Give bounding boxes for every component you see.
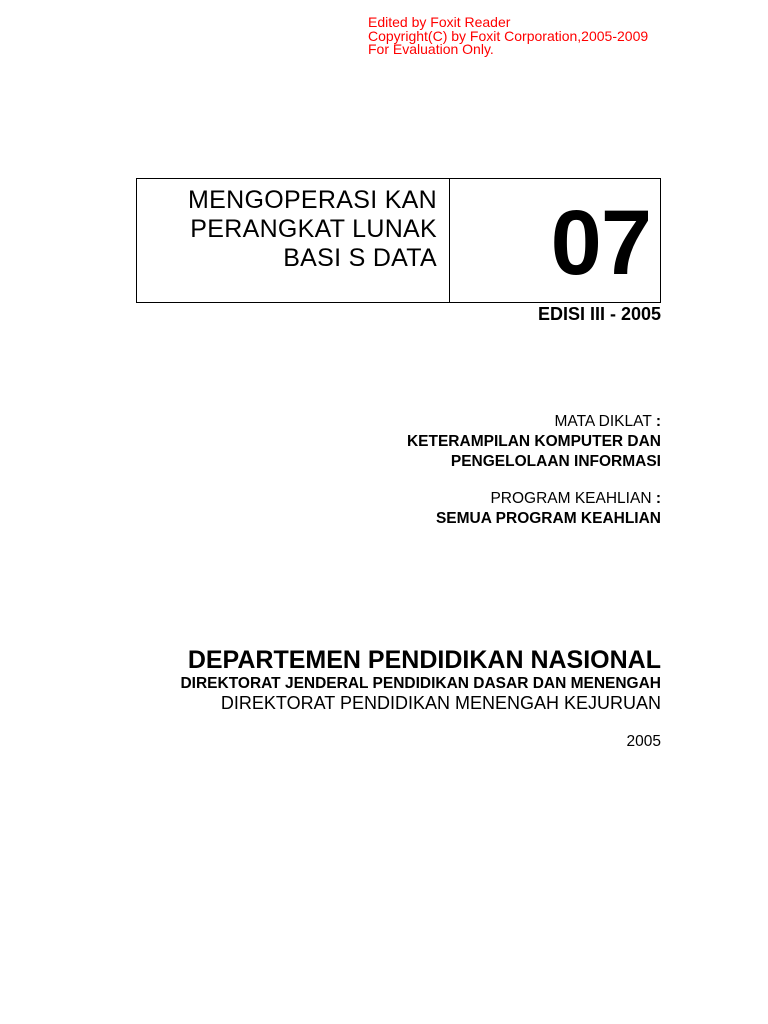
evaluation-watermark [368, 16, 648, 57]
mata-diklat-value-line-1: KETERAMPILAN KOMPUTER DAN [406, 433, 661, 450]
mata-diklat-colon: : [655, 413, 661, 430]
watermark-line-2: Copyright(C) by Foxit Corporation,2005-2009 [368, 27, 649, 44]
mata-diklat-block [407, 412, 661, 472]
program-keahlian-label: PROGRAM KEAHLIAN [490, 490, 652, 507]
publication-year: 2005 [626, 733, 661, 750]
directorate-general: DIREKTORAT JENDERAL PENDIDIKAN DASAR DAN MENENGAH [180, 675, 661, 692]
module-title [137, 179, 450, 302]
module-number: 07 [550, 192, 651, 294]
watermark-line-1: Edited by Foxit Reader [368, 14, 511, 30]
mata-diklat-label: MATA DIKLAT [554, 413, 652, 430]
program-keahlian-heading [436, 489, 661, 509]
directorate: DIREKTORAT PENDIDIKAN MENENGAH KEJURUAN [220, 693, 661, 713]
department-block [180, 645, 661, 714]
module-title-line-3: BASI S DATA [283, 244, 437, 272]
module-title-line-2: PERANGKAT LUNAK [190, 215, 437, 243]
department-name: DEPARTEMEN PENDIDIKAN NASIONAL [187, 646, 661, 674]
program-keahlian-colon: : [655, 490, 661, 507]
program-keahlian-value: SEMUA PROGRAM KEAHLIAN [435, 510, 661, 527]
mata-diklat-heading [407, 412, 661, 432]
program-keahlian-block [436, 489, 661, 529]
module-title-line-1: MENGOPERASI KAN [188, 186, 437, 214]
watermark-line-3: For Evaluation Only. [368, 41, 494, 57]
title-box [136, 178, 661, 303]
mata-diklat-value-line-2: PENGELOLAAN INFORMASI [450, 453, 661, 470]
module-number-cell [450, 179, 660, 302]
edition-label: EDISI III - 2005 [537, 304, 661, 324]
